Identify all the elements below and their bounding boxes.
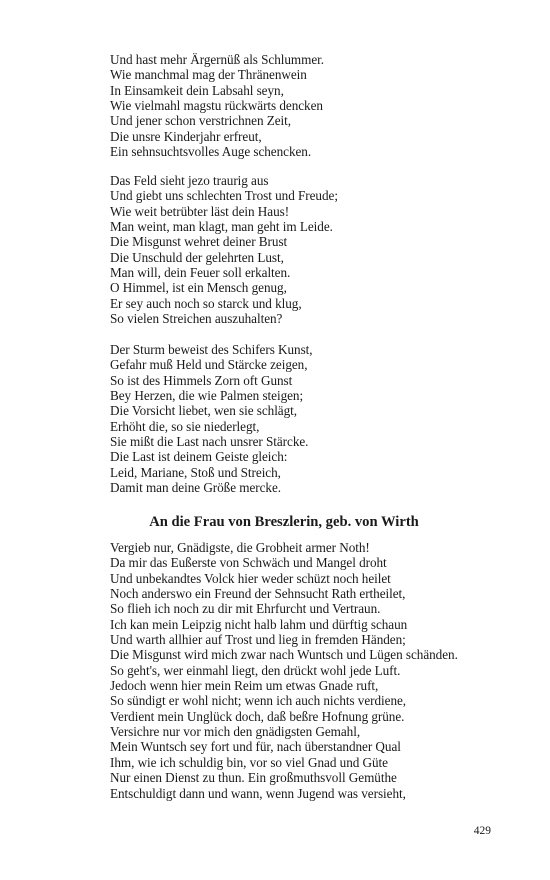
verse-line: Der Sturm beweist des Schifers Kunst, [110, 342, 313, 357]
verse-line: In Einsamkeit dein Labsahl seyn, [110, 82, 284, 98]
verse-line: Damit man deine Größe mercke. [110, 480, 282, 496]
stanza-4 [110, 540, 458, 801]
verse-line: So flieh ich noch zu dir mit Ehrfurcht und Vertraun. [110, 601, 381, 617]
verse-line: Man weint, man klagt, man geht im Leide. [110, 219, 333, 235]
verse-line: Verdient mein Unglück doch, daß beßre Hofnung grüne. [110, 708, 405, 724]
verse-line: Ihm, wie ich schuldig bin, vor so viel Gnad und Güte [110, 754, 388, 770]
verse-line: So geht's, wer einmahl liegt, den drückt wohl jede Luft. [110, 662, 401, 678]
verse-line: Sie mißt die Last nach unsrer Stärcke. [110, 434, 309, 450]
verse-line: Er sey auch noch so starck und klug, [110, 295, 302, 311]
verse-line: Nur einen Dienst zu thun. Ein großmuthsvoll Gemüthe [110, 770, 397, 786]
stanza-3 [110, 342, 313, 495]
stanza-1 [110, 52, 324, 159]
verse-line: Vergieb nur, Gnädigste, die Grobheit armer Noth! [110, 540, 370, 555]
verse-line: Die Unschuld der gelehrten Lust, [110, 249, 284, 265]
verse-line: Bey Herzen, die wie Palmen steigen; [110, 388, 304, 404]
verse-line: Wie manchmal mag der Thränenwein [110, 67, 307, 83]
stanza-2 [110, 173, 338, 326]
verse-line: So sündigt er wohl nicht; wenn ich auch nichts verdiene, [110, 693, 407, 709]
verse-line: Mein Wuntsch sey fort und für, nach überstandner Qual [110, 739, 401, 755]
verse-line: Wie vielmahl magstu rückwärts dencken [110, 98, 323, 114]
verse-line: O Himmel, ist ein Mensch genug, [110, 280, 287, 296]
page-number: 429 [473, 825, 491, 837]
verse-line: Ich kan mein Leipzig nicht halb lahm und dürftig schaun [110, 616, 408, 632]
verse-line: Gefahr muß Held und Stärcke zeigen, [110, 357, 308, 373]
poem-title: An die Frau von Breszlerin, geb. von Wirth [149, 514, 419, 530]
verse-line: Ein sehnsuchtsvolles Auge schencken. [110, 144, 312, 160]
verse-line: So vielen Streichen auszuhalten? [110, 311, 283, 327]
verse-line: Und giebt uns schlechten Trost und Freude; [110, 188, 338, 204]
verse-line: Jedoch wenn hier mein Reim um etwas Gnade ruft, [110, 678, 379, 694]
verse-line: So ist des Himmels Zorn oft Gunst [110, 372, 293, 388]
verse-line: Da mir das Eußerste von Schwäch und Mangel droht [110, 555, 387, 571]
verse-line: Und jener schon verstrichnen Zeit, [110, 113, 292, 129]
verse-line: Und unbekandtes Volck hier weder schüzt noch heilet [110, 570, 391, 586]
verse-line: Noch anderswo ein Freund der Sehnsucht Rath ertheilet, [110, 586, 406, 602]
verse-line: Die Misgunst wird mich zwar nach Wuntsch und Lügen schänden. [110, 647, 458, 663]
verse-line: Leid, Mariane, Stoß und Streich, [110, 464, 281, 480]
verse-line: Und warth allhier auf Trost und lieg in fremden Händen; [110, 632, 406, 648]
verse-line: Und hast mehr Ärgernüß als Schlummer. [110, 52, 324, 67]
verse-line: Erhöht die, so sie niederlegt, [110, 418, 260, 434]
verse-line: Das Feld sieht jezo traurig aus [110, 173, 269, 188]
verse-line: Die unsre Kinderjahr erfreut, [110, 128, 262, 144]
verse-line: Entschuldigt dann und wann, wenn Jugend was versieht, [110, 785, 406, 801]
verse-line: Die Last ist deinem Geiste gleich: [110, 449, 288, 465]
verse-line: Versichre nur vor mich den gnädigsten Gemahl, [110, 724, 361, 740]
verse-line: Man will, dein Feuer soll erkalten. [110, 265, 291, 281]
verse-line: Die Vorsicht liebet, wen sie schlägt, [110, 403, 298, 419]
verse-line: Die Misgunst wehret deiner Brust [110, 234, 288, 250]
verse-line: Wie weit betrübter läst dein Haus! [110, 203, 290, 219]
